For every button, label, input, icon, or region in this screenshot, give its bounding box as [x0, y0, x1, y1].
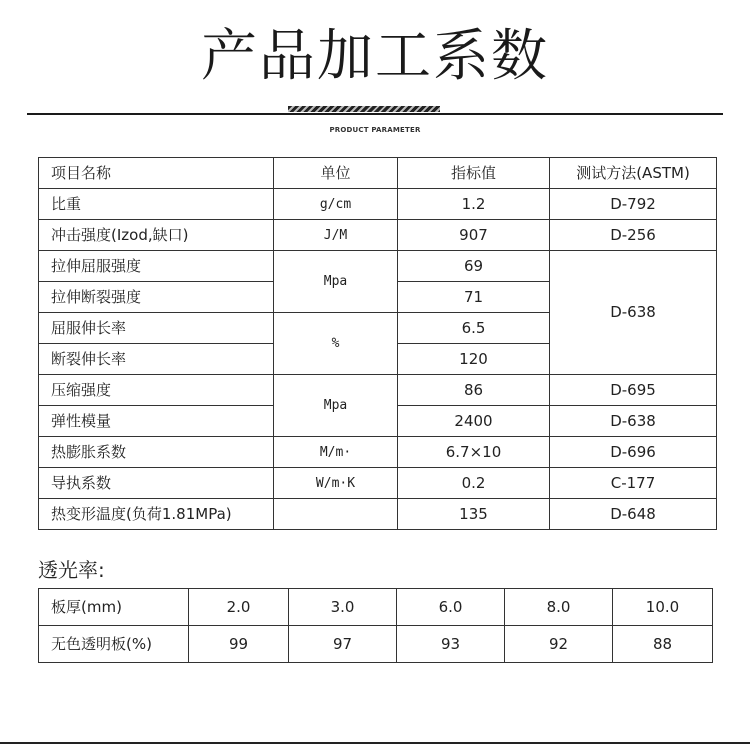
- row-value: 86: [398, 375, 550, 406]
- transmittance-row: [39, 626, 713, 663]
- header-item-name: 项目名称: [39, 158, 274, 189]
- row-unit: W/m·K: [274, 468, 398, 499]
- header-value: 指标值: [398, 158, 550, 189]
- row-unit: M/m·: [274, 437, 398, 468]
- header-unit: 单位: [274, 158, 398, 189]
- table-row: [39, 375, 717, 406]
- thickness-value: 10.0: [613, 589, 713, 626]
- product-parameter-table: [38, 157, 717, 530]
- title-underline-accent: [288, 106, 440, 112]
- row-unit: g/cm: [274, 189, 398, 220]
- table-row: [39, 499, 717, 530]
- row-value: 69: [398, 251, 550, 282]
- row-value: 135: [398, 499, 550, 530]
- transmittance-value: 93: [397, 626, 505, 663]
- row-method: C-177: [550, 468, 717, 499]
- table-row: [39, 220, 717, 251]
- row-method: D-638: [550, 251, 717, 375]
- table-row: [39, 468, 717, 499]
- row-unit: J/M: [274, 220, 398, 251]
- header-test-method: 测试方法(ASTM): [550, 158, 717, 189]
- thickness-value: 3.0: [289, 589, 397, 626]
- row-unit: [274, 499, 398, 530]
- transmittance-label: 无色透明板(%): [39, 626, 189, 663]
- row-unit: %: [274, 313, 398, 375]
- page-subtitle: PRODUCT PARAMETER: [329, 126, 421, 134]
- row-value: 1.2: [398, 189, 550, 220]
- table-row: [39, 251, 717, 282]
- row-value: 6.5: [398, 313, 550, 344]
- transmittance-value: 88: [613, 626, 713, 663]
- row-name: 拉伸屈服强度: [39, 251, 274, 282]
- row-method: D-638: [550, 406, 717, 437]
- row-method: D-696: [550, 437, 717, 468]
- light-transmission-table: [38, 588, 713, 663]
- row-value: 71: [398, 282, 550, 313]
- thickness-value: 2.0: [189, 589, 289, 626]
- row-method: D-256: [550, 220, 717, 251]
- transmittance-value: 92: [505, 626, 613, 663]
- row-name: 热变形温度(负荷1.81MPa): [39, 499, 274, 530]
- row-value: 0.2: [398, 468, 550, 499]
- transmittance-value: 99: [189, 626, 289, 663]
- row-value: 2400: [398, 406, 550, 437]
- transmission-section-label: 透光率:: [38, 558, 105, 582]
- row-value: 6.7×10: [398, 437, 550, 468]
- title-divider: [27, 113, 723, 115]
- row-name: 导执系数: [39, 468, 274, 499]
- row-name: 比重: [39, 189, 274, 220]
- row-method: D-792: [550, 189, 717, 220]
- thickness-label: 板厚(mm): [39, 589, 189, 626]
- bottom-divider: [0, 742, 750, 744]
- thickness-row: [39, 589, 713, 626]
- row-unit: Mpa: [274, 251, 398, 313]
- transmittance-value: 97: [289, 626, 397, 663]
- row-name: 弹性模量: [39, 406, 274, 437]
- row-method: D-695: [550, 375, 717, 406]
- row-name: 冲击强度(Izod,缺口): [39, 220, 274, 251]
- row-unit: Mpa: [274, 375, 398, 437]
- row-name: 压缩强度: [39, 375, 274, 406]
- table-row: [39, 437, 717, 468]
- table-header-row: [39, 158, 717, 189]
- page-title: 产品加工系数: [201, 24, 549, 89]
- row-value: 120: [398, 344, 550, 375]
- thickness-value: 6.0: [397, 589, 505, 626]
- row-name: 断裂伸长率: [39, 344, 274, 375]
- row-name: 热膨胀系数: [39, 437, 274, 468]
- thickness-value: 8.0: [505, 589, 613, 626]
- row-name: 拉伸断裂强度: [39, 282, 274, 313]
- row-method: D-648: [550, 499, 717, 530]
- table-row: [39, 189, 717, 220]
- row-value: 907: [398, 220, 550, 251]
- row-name: 屈服伸长率: [39, 313, 274, 344]
